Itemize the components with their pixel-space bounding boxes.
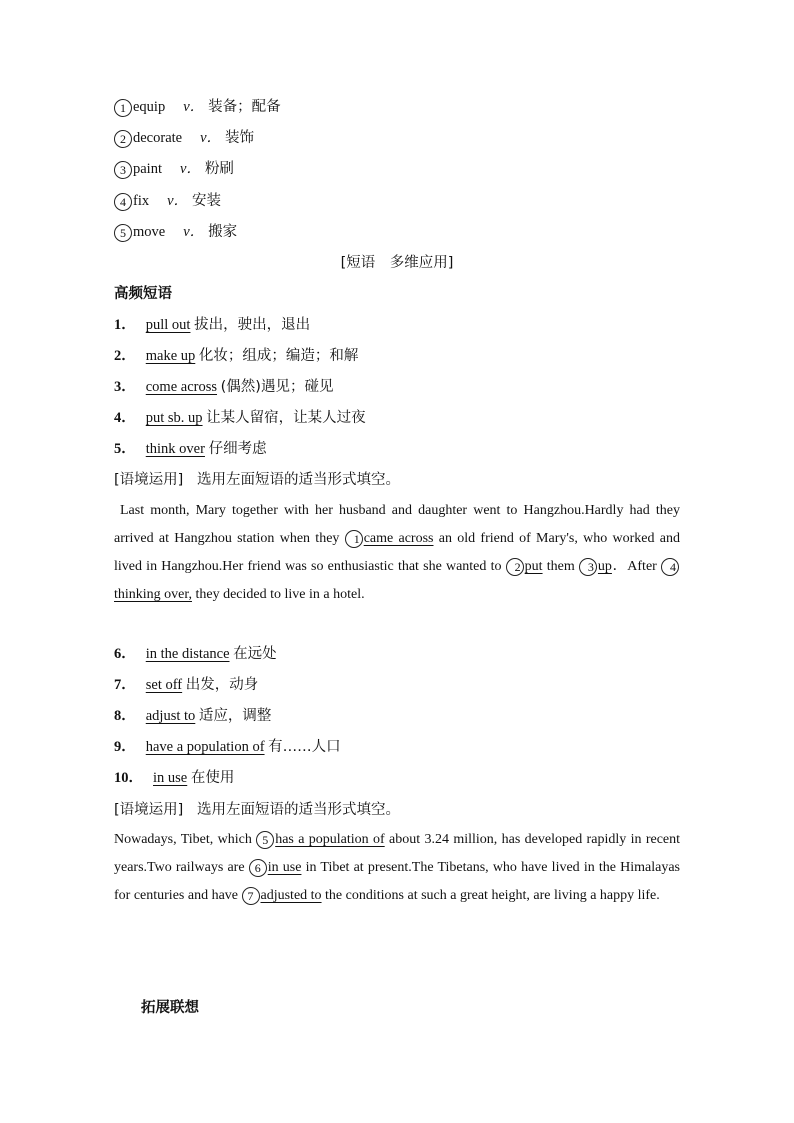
passage-1 <box>114 497 680 609</box>
phrase-text: think over <box>145 441 205 457</box>
vocab-item <box>114 128 254 148</box>
phrase-item <box>114 768 234 788</box>
blank-number: 5 <box>256 831 274 849</box>
blank-answer: up <box>597 559 612 574</box>
vocab-word: move <box>133 224 166 240</box>
vocab-item <box>114 191 221 211</box>
context-instruction-row <box>114 470 400 490</box>
vocab-meaning: 安装 <box>192 193 222 209</box>
phrase-meaning: 有……人口 <box>268 739 341 755</box>
extension-heading: 拓展联想 <box>141 1000 199 1016</box>
passage-text: the conditions at such a great height, are living a happy life. <box>321 888 660 903</box>
passage-text: an old friend of Mary's, who worked and lived in Hangzhou.Her friend was so enthusiastic that she wanted to <box>114 531 680 574</box>
part-of-speech: v． <box>200 130 222 146</box>
phrase-meaning: 让某人留宿，让某人过夜 <box>206 410 366 426</box>
circled-number: 3 <box>114 161 132 179</box>
blank-number: 1 <box>345 530 363 548</box>
context-label: [语境运用] <box>114 802 184 818</box>
passage-text: about 3.24 million, has developed rapidly in recent years.Two railways are <box>114 832 681 875</box>
blank-answer: put <box>524 559 543 574</box>
high-freq-heading: 高频短语 <box>114 286 172 302</box>
blank-number: 6 <box>249 859 267 877</box>
context-instruction-row <box>114 800 400 820</box>
phrase-meaning: 仔细考虑 <box>208 441 267 457</box>
blank-answer: has a population of <box>275 832 385 847</box>
passage-2 <box>114 826 680 910</box>
phrase-item <box>114 346 358 366</box>
part-of-speech: v． <box>180 161 201 177</box>
phrase-text: pull out <box>145 317 191 333</box>
phrase-text: come across <box>145 379 218 395</box>
phrase-text: in use <box>153 770 188 786</box>
phrase-text: adjust to <box>145 708 196 724</box>
part-of-speech: v． <box>167 193 189 209</box>
part-of-speech: v． <box>183 99 205 115</box>
passage-text: in Tibet at present.The Tibetans, who have lived in the Himalayas for centuries and have <box>114 860 680 903</box>
phrase-meaning: 拔出，驶出，退出 <box>194 317 311 333</box>
phrase-meaning: 在使用 <box>190 770 235 786</box>
vocab-meaning: 装饰 <box>225 130 255 146</box>
phrase-text: set off <box>145 677 183 693</box>
phrase-meaning: 出发，动身 <box>185 677 259 693</box>
vocab-word: equip <box>133 99 166 115</box>
phrase-text: put sb. up <box>145 410 203 426</box>
phrase-item <box>114 377 333 397</box>
phrase-item <box>114 315 310 335</box>
phrase-item <box>114 408 366 428</box>
phrase-number: 5． <box>114 441 136 457</box>
vocab-meaning: 粉刷 <box>204 161 234 177</box>
blank-answer: in use <box>267 860 302 875</box>
vocab-item <box>114 222 237 242</box>
circled-number: 1 <box>114 99 132 117</box>
blank-number: 7 <box>242 887 260 905</box>
passage-text: them <box>542 559 579 574</box>
circled-number: 4 <box>114 193 132 211</box>
circled-number: 5 <box>114 224 132 242</box>
vocab-word: decorate <box>133 130 183 146</box>
blank-number: 3 <box>579 558 597 576</box>
blank-answer: adjusted to <box>260 888 322 903</box>
phrase-item <box>114 706 271 726</box>
phrase-text: make up <box>145 348 196 364</box>
blank-answer: thinking over, <box>114 587 192 602</box>
phrase-number: 9． <box>114 739 136 755</box>
vocab-word: fix <box>133 193 150 209</box>
context-instruction: 选用左面短语的适当形式填空。 <box>196 472 400 488</box>
phrase-text: in the distance <box>145 646 230 662</box>
section-title: [短语 多维应用] <box>340 255 454 271</box>
vocab-meaning: 搬家 <box>208 224 238 240</box>
passage-text: Nowadays, Tibet, which <box>114 832 257 847</box>
passage-text: Last month, Mary together with her husband and daughter went to Hangzhou.Hardly had they arrived at Hangzhou station when they <box>114 503 680 546</box>
phrase-number: 7． <box>114 677 136 693</box>
vocab-item <box>114 159 234 179</box>
phrase-number: 4． <box>114 410 136 426</box>
phrase-number: 10． <box>114 770 143 786</box>
context-instruction: 选用左面短语的适当形式填空。 <box>196 802 400 818</box>
part-of-speech: v． <box>183 224 205 240</box>
phrase-item <box>114 675 258 695</box>
phrase-number: 3． <box>114 379 136 395</box>
phrase-number: 2． <box>114 348 136 364</box>
phrase-meaning: (偶然)遇见；碰见 <box>220 379 334 395</box>
phrase-meaning: 在远处 <box>233 646 277 662</box>
vocab-word: paint <box>133 161 162 177</box>
vocab-meaning: 装备；配备 <box>208 99 281 115</box>
passage-text: they decided to live in a hotel. <box>191 587 365 602</box>
phrase-item <box>114 737 341 757</box>
blank-number: 2 <box>506 558 524 576</box>
phrase-item <box>114 644 277 664</box>
phrase-item <box>114 439 267 459</box>
phrase-number: 1． <box>114 317 136 333</box>
context-label: [语境运用] <box>114 472 184 488</box>
phrase-number: 6． <box>114 646 136 662</box>
phrase-number: 8． <box>114 708 136 724</box>
passage-text: ．After <box>611 559 662 574</box>
vocab-item <box>114 97 281 117</box>
phrase-meaning: 适应，调整 <box>198 708 272 724</box>
circled-number: 2 <box>114 130 132 148</box>
phrase-text: have a population of <box>145 739 265 755</box>
blank-number: 4 <box>661 558 679 576</box>
blank-answer: came across <box>363 531 434 546</box>
phrase-meaning: 化妆；组成；编造；和解 <box>198 348 359 364</box>
